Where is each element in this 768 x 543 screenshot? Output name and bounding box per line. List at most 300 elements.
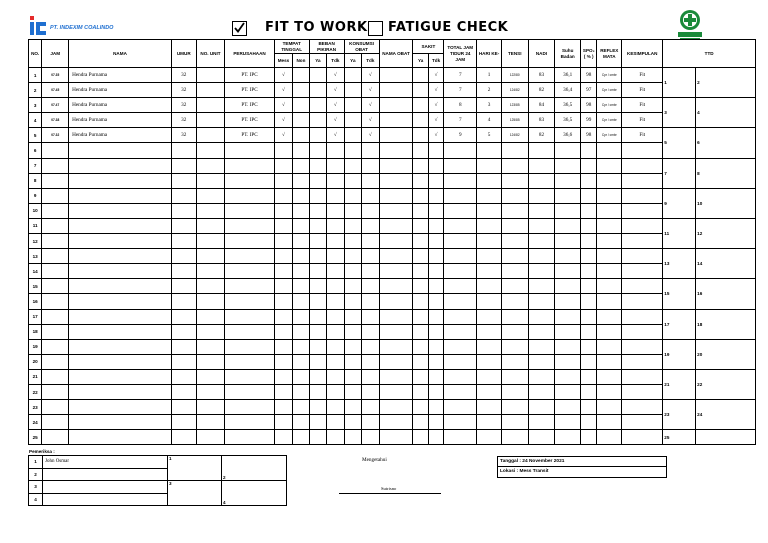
- cell-tensi[interactable]: [501, 369, 528, 384]
- cell-sakit-tdk[interactable]: [428, 430, 443, 445]
- ttd-cell[interactable]: 5: [663, 128, 696, 158]
- ttd-cell[interactable]: 18: [696, 309, 756, 339]
- cell-nama[interactable]: Hendra Purnama: [69, 83, 172, 98]
- cell-mess[interactable]: √: [274, 68, 293, 83]
- cell-suhu[interactable]: [555, 294, 581, 309]
- cell-sakit-tdk[interactable]: [428, 294, 443, 309]
- cell-spo2[interactable]: [581, 234, 597, 249]
- cell-nama-obat[interactable]: [379, 309, 413, 324]
- cell-sakit-ya[interactable]: [413, 234, 428, 249]
- cell-no[interactable]: 20: [29, 354, 42, 369]
- cell-nama-obat[interactable]: [379, 264, 413, 279]
- cell-tensi[interactable]: [501, 279, 528, 294]
- cell-spo2[interactable]: [581, 249, 597, 264]
- cell-hari[interactable]: 5: [477, 128, 502, 143]
- cell-obat-ya[interactable]: [344, 324, 361, 339]
- cell-no-unit[interactable]: [196, 128, 225, 143]
- cell-kesimpulan[interactable]: Fit: [622, 128, 663, 143]
- cell-kesimpulan[interactable]: [622, 339, 663, 354]
- cell-sakit-ya[interactable]: [413, 309, 428, 324]
- cell-hari[interactable]: [477, 294, 502, 309]
- cell-kesimpulan[interactable]: Fit: [622, 98, 663, 113]
- cell-suhu[interactable]: [555, 234, 581, 249]
- cell-tidur[interactable]: [444, 188, 477, 203]
- cell-mess[interactable]: [274, 384, 293, 399]
- cell-nadi[interactable]: [528, 354, 555, 369]
- cell-spo2[interactable]: [581, 324, 597, 339]
- cell-tensi[interactable]: [501, 264, 528, 279]
- cell-obat-tdk[interactable]: [362, 203, 379, 218]
- cell-umur[interactable]: 32: [171, 83, 196, 98]
- cell-mess[interactable]: [274, 354, 293, 369]
- cell-reflex[interactable]: [597, 339, 622, 354]
- cell-no[interactable]: 3: [29, 98, 42, 113]
- cell-kesimpulan[interactable]: [622, 384, 663, 399]
- cell-tensi[interactable]: [501, 203, 528, 218]
- cell-perusahaan[interactable]: PT. IPC: [225, 98, 274, 113]
- cell-nama-obat[interactable]: [379, 294, 413, 309]
- cell-hari[interactable]: [477, 143, 502, 158]
- cell-hari[interactable]: [477, 218, 502, 233]
- cell-mess[interactable]: [274, 218, 293, 233]
- cell-no-unit[interactable]: [196, 113, 225, 128]
- cell-hari[interactable]: [477, 188, 502, 203]
- cell-obat-tdk[interactable]: [362, 173, 379, 188]
- cell-suhu[interactable]: [555, 354, 581, 369]
- cell-non[interactable]: [293, 369, 309, 384]
- cell-nama-obat[interactable]: [379, 173, 413, 188]
- cell-obat-tdk[interactable]: √: [362, 68, 379, 83]
- cell-nama[interactable]: [69, 339, 172, 354]
- cell-reflex[interactable]: [597, 218, 622, 233]
- cell-beban-tdk[interactable]: [327, 173, 344, 188]
- cell-nama-obat[interactable]: [379, 339, 413, 354]
- cell-tensi[interactable]: [501, 339, 528, 354]
- cell-suhu[interactable]: 36,6: [555, 128, 581, 143]
- cell-reflex[interactable]: [597, 234, 622, 249]
- cell-jam[interactable]: [42, 203, 69, 218]
- cell-beban-tdk[interactable]: [327, 400, 344, 415]
- cell-obat-tdk[interactable]: [362, 294, 379, 309]
- cell-nama[interactable]: Hendra Purnama: [69, 68, 172, 83]
- cell-sakit-ya[interactable]: [413, 384, 428, 399]
- cell-no-unit[interactable]: [196, 173, 225, 188]
- cell-obat-ya[interactable]: [344, 218, 361, 233]
- cell-tidur[interactable]: [444, 324, 477, 339]
- cell-suhu[interactable]: [555, 324, 581, 339]
- cell-beban-tdk[interactable]: [327, 188, 344, 203]
- cell-obat-ya[interactable]: [344, 98, 361, 113]
- cell-spo2[interactable]: [581, 430, 597, 445]
- cell-tidur[interactable]: [444, 143, 477, 158]
- cell-obat-tdk[interactable]: [362, 354, 379, 369]
- cell-nama[interactable]: [69, 218, 172, 233]
- cell-kesimpulan[interactable]: [622, 249, 663, 264]
- cell-obat-ya[interactable]: [344, 354, 361, 369]
- cell-sakit-tdk[interactable]: [428, 234, 443, 249]
- cell-obat-tdk[interactable]: [362, 400, 379, 415]
- cell-beban-ya[interactable]: [309, 234, 326, 249]
- cell-spo2[interactable]: [581, 309, 597, 324]
- cell-beban-tdk[interactable]: [327, 294, 344, 309]
- cell-tensi[interactable]: [501, 158, 528, 173]
- cell-non[interactable]: [293, 279, 309, 294]
- cell-non[interactable]: [293, 234, 309, 249]
- cell-non[interactable]: [293, 339, 309, 354]
- cell-jam[interactable]: [42, 264, 69, 279]
- cell-nama[interactable]: [69, 309, 172, 324]
- cell-nama[interactable]: [69, 279, 172, 294]
- cell-no-unit[interactable]: [196, 279, 225, 294]
- cell-kesimpulan[interactable]: Fit: [622, 68, 663, 83]
- cell-non[interactable]: [293, 218, 309, 233]
- cell-no[interactable]: 18: [29, 324, 42, 339]
- cell-no-unit[interactable]: [196, 264, 225, 279]
- cell-no-unit[interactable]: [196, 415, 225, 430]
- cell-no-unit[interactable]: [196, 430, 225, 445]
- cell-mess[interactable]: √: [274, 83, 293, 98]
- cell-kesimpulan[interactable]: [622, 234, 663, 249]
- cell-no[interactable]: 7: [29, 158, 42, 173]
- cell-umur[interactable]: [171, 203, 196, 218]
- cell-kesimpulan[interactable]: Fit: [622, 113, 663, 128]
- cell-perusahaan[interactable]: [225, 264, 274, 279]
- cell-beban-tdk[interactable]: [327, 143, 344, 158]
- cell-obat-ya[interactable]: [344, 249, 361, 264]
- cell-umur[interactable]: 32: [171, 128, 196, 143]
- cell-no-unit[interactable]: [196, 309, 225, 324]
- cell-tensi[interactable]: 125/85: [501, 113, 528, 128]
- cell-reflex[interactable]: [597, 249, 622, 264]
- cell-nama[interactable]: [69, 188, 172, 203]
- cell-no-unit[interactable]: [196, 98, 225, 113]
- cell-jam[interactable]: [42, 309, 69, 324]
- cell-no-unit[interactable]: [196, 324, 225, 339]
- cell-kesimpulan[interactable]: Fit: [622, 83, 663, 98]
- cell-nadi[interactable]: [528, 143, 555, 158]
- cell-umur[interactable]: [171, 309, 196, 324]
- cell-reflex[interactable]: [597, 415, 622, 430]
- cell-sakit-tdk[interactable]: [428, 400, 443, 415]
- cell-tensi[interactable]: [501, 143, 528, 158]
- cell-umur[interactable]: [171, 339, 196, 354]
- cell-beban-tdk[interactable]: √: [327, 83, 344, 98]
- cell-beban-tdk[interactable]: √: [327, 128, 344, 143]
- cell-hari[interactable]: [477, 203, 502, 218]
- cell-hari[interactable]: 1: [477, 68, 502, 83]
- cell-no[interactable]: 14: [29, 264, 42, 279]
- cell-no[interactable]: 2: [29, 83, 42, 98]
- signature-box-4[interactable]: 4: [222, 481, 287, 506]
- cell-no-unit[interactable]: [196, 218, 225, 233]
- cell-umur[interactable]: [171, 234, 196, 249]
- cell-no-unit[interactable]: [196, 143, 225, 158]
- cell-hari[interactable]: [477, 279, 502, 294]
- cell-nama-obat[interactable]: [379, 98, 413, 113]
- cell-no-unit[interactable]: [196, 68, 225, 83]
- cell-nadi[interactable]: 83: [528, 68, 555, 83]
- cell-perusahaan[interactable]: [225, 249, 274, 264]
- cell-sakit-tdk[interactable]: [428, 173, 443, 188]
- cell-beban-ya[interactable]: [309, 415, 326, 430]
- cell-suhu[interactable]: [555, 218, 581, 233]
- cell-umur[interactable]: [171, 369, 196, 384]
- cell-obat-ya[interactable]: [344, 173, 361, 188]
- cell-tensi[interactable]: [501, 173, 528, 188]
- cell-beban-tdk[interactable]: [327, 415, 344, 430]
- cell-sakit-ya[interactable]: [413, 113, 428, 128]
- cell-spo2[interactable]: [581, 143, 597, 158]
- cell-spo2[interactable]: 98: [581, 68, 597, 83]
- cell-nama-obat[interactable]: [379, 430, 413, 445]
- cell-nama-obat[interactable]: [379, 324, 413, 339]
- cell-sakit-ya[interactable]: [413, 128, 428, 143]
- cell-suhu[interactable]: [555, 158, 581, 173]
- cell-no-unit[interactable]: [196, 339, 225, 354]
- cell-perusahaan[interactable]: PT. IPC: [225, 113, 274, 128]
- cell-tensi[interactable]: 123/85: [501, 98, 528, 113]
- cell-reflex[interactable]: [597, 430, 622, 445]
- cell-no[interactable]: 13: [29, 249, 42, 264]
- cell-sakit-tdk[interactable]: [428, 324, 443, 339]
- ttd-cell[interactable]: 12: [696, 218, 756, 248]
- cell-tidur[interactable]: [444, 173, 477, 188]
- cell-beban-ya[interactable]: [309, 128, 326, 143]
- cell-perusahaan[interactable]: [225, 369, 274, 384]
- cell-obat-ya[interactable]: [344, 369, 361, 384]
- cell-suhu[interactable]: [555, 400, 581, 415]
- cell-reflex[interactable]: [597, 203, 622, 218]
- ttd-cell[interactable]: 1: [663, 68, 696, 98]
- cell-suhu[interactable]: [555, 279, 581, 294]
- cell-beban-ya[interactable]: [309, 430, 326, 445]
- ttd-cell[interactable]: 13: [663, 249, 696, 279]
- cell-obat-tdk[interactable]: [362, 430, 379, 445]
- cell-non[interactable]: [293, 188, 309, 203]
- cell-obat-tdk[interactable]: [362, 384, 379, 399]
- cell-tensi[interactable]: [501, 400, 528, 415]
- cell-nama-obat[interactable]: [379, 128, 413, 143]
- cell-nama-obat[interactable]: [379, 400, 413, 415]
- cell-no[interactable]: 1: [29, 68, 42, 83]
- cell-sakit-ya[interactable]: [413, 324, 428, 339]
- ttd-cell[interactable]: 16: [696, 279, 756, 309]
- cell-beban-tdk[interactable]: [327, 309, 344, 324]
- cell-jam[interactable]: 07.47: [42, 98, 69, 113]
- cell-nama-obat[interactable]: [379, 218, 413, 233]
- cell-mess[interactable]: √: [274, 128, 293, 143]
- cell-no-unit[interactable]: [196, 83, 225, 98]
- cell-no[interactable]: 15: [29, 279, 42, 294]
- cell-suhu[interactable]: [555, 249, 581, 264]
- ttd-cell[interactable]: 15: [663, 279, 696, 309]
- cell-nadi[interactable]: [528, 218, 555, 233]
- cell-beban-tdk[interactable]: [327, 384, 344, 399]
- cell-beban-ya[interactable]: [309, 400, 326, 415]
- cell-jam[interactable]: [42, 369, 69, 384]
- cell-tidur[interactable]: [444, 339, 477, 354]
- cell-jam[interactable]: 07.45: [42, 83, 69, 98]
- cell-umur[interactable]: [171, 279, 196, 294]
- cell-hari[interactable]: [477, 354, 502, 369]
- cell-hari[interactable]: [477, 309, 502, 324]
- cell-no[interactable]: 16: [29, 294, 42, 309]
- cell-kesimpulan[interactable]: [622, 188, 663, 203]
- cell-nama[interactable]: Hendra Purnama: [69, 113, 172, 128]
- cell-obat-tdk[interactable]: [362, 339, 379, 354]
- cell-spo2[interactable]: [581, 294, 597, 309]
- cell-nama-obat[interactable]: [379, 203, 413, 218]
- cell-tidur[interactable]: [444, 309, 477, 324]
- cell-umur[interactable]: 32: [171, 113, 196, 128]
- cell-jam[interactable]: [42, 173, 69, 188]
- cell-non[interactable]: [293, 83, 309, 98]
- cell-sakit-ya[interactable]: [413, 400, 428, 415]
- cell-sakit-tdk[interactable]: [428, 339, 443, 354]
- cell-umur[interactable]: [171, 384, 196, 399]
- cell-sakit-ya[interactable]: [413, 68, 428, 83]
- cell-reflex[interactable]: Cpr / cmbr: [597, 98, 622, 113]
- cell-tensi[interactable]: [501, 234, 528, 249]
- cell-no-unit[interactable]: [196, 369, 225, 384]
- cell-nama[interactable]: [69, 234, 172, 249]
- cell-perusahaan[interactable]: PT. IPC: [225, 68, 274, 83]
- cell-beban-tdk[interactable]: [327, 203, 344, 218]
- cell-suhu[interactable]: [555, 415, 581, 430]
- cell-beban-ya[interactable]: [309, 173, 326, 188]
- ttd-cell[interactable]: 23: [663, 400, 696, 430]
- cell-tidur[interactable]: [444, 218, 477, 233]
- cell-kesimpulan[interactable]: [622, 400, 663, 415]
- cell-suhu[interactable]: 36,5: [555, 113, 581, 128]
- cell-sakit-tdk[interactable]: √: [428, 83, 443, 98]
- cell-kesimpulan[interactable]: [622, 430, 663, 445]
- pemeriksa-name[interactable]: [43, 493, 168, 506]
- cell-spo2[interactable]: [581, 354, 597, 369]
- cell-nama[interactable]: [69, 173, 172, 188]
- cell-obat-tdk[interactable]: [362, 369, 379, 384]
- ttd-cell[interactable]: 11: [663, 218, 696, 248]
- cell-reflex[interactable]: [597, 294, 622, 309]
- cell-mess[interactable]: [274, 143, 293, 158]
- cell-nama-obat[interactable]: [379, 384, 413, 399]
- cell-perusahaan[interactable]: [225, 279, 274, 294]
- cell-no[interactable]: 11: [29, 218, 42, 233]
- cell-obat-ya[interactable]: [344, 113, 361, 128]
- cell-beban-tdk[interactable]: √: [327, 98, 344, 113]
- cell-nadi[interactable]: [528, 294, 555, 309]
- cell-reflex[interactable]: [597, 143, 622, 158]
- cell-nama-obat[interactable]: [379, 234, 413, 249]
- cell-no[interactable]: 25: [29, 430, 42, 445]
- cell-reflex[interactable]: [597, 324, 622, 339]
- cell-suhu[interactable]: 36,1: [555, 68, 581, 83]
- cell-sakit-ya[interactable]: [413, 339, 428, 354]
- cell-nadi[interactable]: [528, 339, 555, 354]
- cell-reflex[interactable]: [597, 369, 622, 384]
- cell-obat-ya[interactable]: [344, 68, 361, 83]
- cell-obat-ya[interactable]: [344, 83, 361, 98]
- cell-non[interactable]: [293, 158, 309, 173]
- cell-reflex[interactable]: [597, 400, 622, 415]
- cell-nama[interactable]: [69, 415, 172, 430]
- cell-beban-tdk[interactable]: [327, 369, 344, 384]
- cell-beban-tdk[interactable]: [327, 354, 344, 369]
- cell-sakit-ya[interactable]: [413, 98, 428, 113]
- fit-to-work-checkbox[interactable]: [232, 21, 247, 36]
- cell-beban-ya[interactable]: [309, 158, 326, 173]
- cell-reflex[interactable]: [597, 188, 622, 203]
- cell-non[interactable]: [293, 128, 309, 143]
- cell-sakit-ya[interactable]: [413, 430, 428, 445]
- cell-sakit-tdk[interactable]: [428, 203, 443, 218]
- cell-non[interactable]: [293, 98, 309, 113]
- cell-nama-obat[interactable]: [379, 113, 413, 128]
- cell-spo2[interactable]: 99: [581, 113, 597, 128]
- cell-tidur[interactable]: 9: [444, 128, 477, 143]
- cell-nadi[interactable]: 82: [528, 83, 555, 98]
- cell-nama-obat[interactable]: [379, 188, 413, 203]
- ttd-cell[interactable]: 17: [663, 309, 696, 339]
- cell-reflex[interactable]: Cpr / cmbr: [597, 83, 622, 98]
- cell-reflex[interactable]: [597, 264, 622, 279]
- cell-obat-tdk[interactable]: √: [362, 113, 379, 128]
- cell-obat-tdk[interactable]: √: [362, 83, 379, 98]
- cell-suhu[interactable]: [555, 430, 581, 445]
- cell-tidur[interactable]: [444, 430, 477, 445]
- cell-sakit-ya[interactable]: [413, 218, 428, 233]
- cell-no-unit[interactable]: [196, 249, 225, 264]
- cell-obat-tdk[interactable]: [362, 158, 379, 173]
- cell-tidur[interactable]: 8: [444, 98, 477, 113]
- cell-spo2[interactable]: [581, 218, 597, 233]
- ttd-cell[interactable]: 19: [663, 339, 696, 369]
- cell-sakit-tdk[interactable]: [428, 369, 443, 384]
- cell-tidur[interactable]: [444, 415, 477, 430]
- cell-mess[interactable]: [274, 324, 293, 339]
- cell-nadi[interactable]: [528, 203, 555, 218]
- ttd-cell[interactable]: 25: [663, 430, 696, 445]
- cell-nadi[interactable]: [528, 279, 555, 294]
- cell-sakit-tdk[interactable]: [428, 264, 443, 279]
- cell-reflex[interactable]: [597, 279, 622, 294]
- cell-perusahaan[interactable]: PT. IPC: [225, 128, 274, 143]
- cell-obat-ya[interactable]: [344, 384, 361, 399]
- cell-nadi[interactable]: [528, 264, 555, 279]
- cell-reflex[interactable]: [597, 158, 622, 173]
- cell-no-unit[interactable]: [196, 384, 225, 399]
- cell-kesimpulan[interactable]: [622, 143, 663, 158]
- cell-umur[interactable]: [171, 415, 196, 430]
- cell-tidur[interactable]: [444, 234, 477, 249]
- cell-sakit-tdk[interactable]: [428, 384, 443, 399]
- cell-perusahaan[interactable]: [225, 384, 274, 399]
- cell-no-unit[interactable]: [196, 400, 225, 415]
- cell-non[interactable]: [293, 430, 309, 445]
- cell-sakit-tdk[interactable]: [428, 309, 443, 324]
- cell-kesimpulan[interactable]: [622, 354, 663, 369]
- cell-nama[interactable]: [69, 369, 172, 384]
- cell-nadi[interactable]: [528, 415, 555, 430]
- cell-tensi[interactable]: [501, 354, 528, 369]
- cell-sakit-ya[interactable]: [413, 173, 428, 188]
- cell-beban-ya[interactable]: [309, 309, 326, 324]
- cell-nama-obat[interactable]: [379, 415, 413, 430]
- cell-non[interactable]: [293, 173, 309, 188]
- cell-beban-tdk[interactable]: √: [327, 113, 344, 128]
- cell-beban-tdk[interactable]: [327, 279, 344, 294]
- cell-sakit-ya[interactable]: [413, 249, 428, 264]
